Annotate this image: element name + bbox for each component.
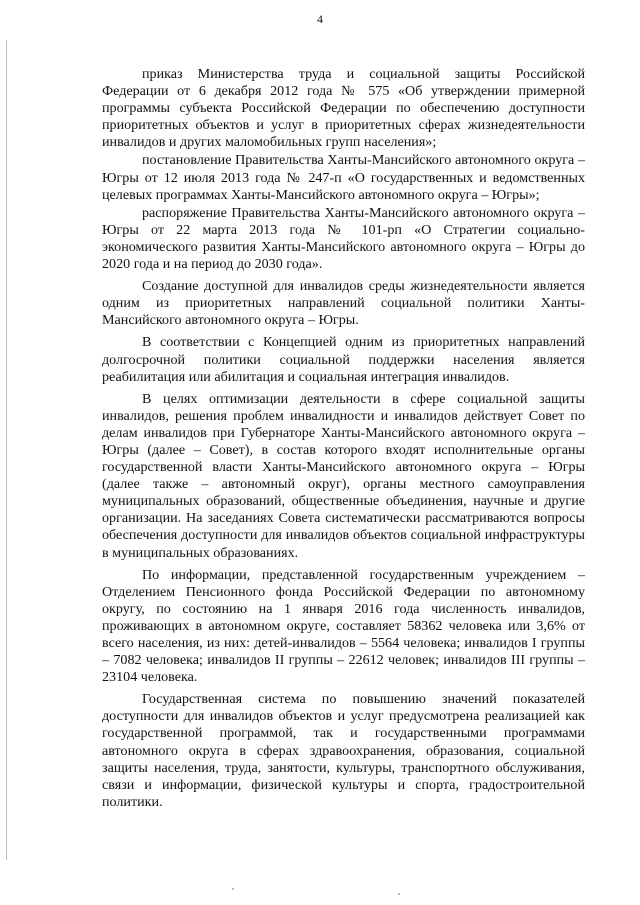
scan-dot-mark bbox=[398, 893, 400, 895]
paragraph-council: В целях оптимизации деятельности в сфере социальной защиты инвалидов, решения проблем инвалидности и инвалидов действует Совет по делам инвалидов при Губернаторе Ханты-Мансийского автономного округа – Югры (далее – Совет), в состав которого входят исполнительные органы государственной власти Ханты-Мансийского автономного округа – Югры (далее также – автономный округ), органы местного самоуправления муниципальных образований, общественные объединения, научные и другие организации. На заседаниях Совета систематически рассматриваются вопросы обеспечения доступности для инвалидов объектов социальной инфраструктуры в муниципальных образованиях. bbox=[102, 390, 585, 561]
paragraph-statistics: По информации, представленной государственным учреждением – Отделением Пенсионного фонда Российской Федерации по автономному округу, по состоянию на 1 января 2016 года численность инвалидов, проживающих в автономном округе, составляет 58362 человека или 3,6% от всего населения, из них: детей-инвалидов – 5564 человека; инвалидов I группы – 7082 человека; инвалидов II группы – 22612 человек; инвалидов III группы – 23104 человека. bbox=[102, 566, 585, 686]
paragraph-order-575: приказ Министерства труда и социальной защиты Российской Федерации от 6 декабря 2012 года № 575 «Об утверждении примерной программы субъекта Российской Федерации по обеспечению доступности приоритетных объектов и услуг в приоритетных сферах жизнедеятельности инвалидов и других маломобильных групп населения»; bbox=[102, 66, 585, 151]
paragraph-resolution-247p: постановление Правительства Ханты-Мансийского автономного округа – Югры от 12 июля 2013 года № 247-п «О государственных и ведомственных целевых программах Ханты-Мансийского автономного округа – Югры»; bbox=[102, 152, 585, 203]
paragraph-order-101rp: распоряжение Правительства Ханты-Мансийского автономного округа – Югры от 22 марта 2013 года № 101-рп «О Стратегии социально-экономического развития Ханты-Мансийского автономного округа – Югры до 2020 года и на период до 2030 года». bbox=[102, 204, 585, 273]
scan-dot-mark bbox=[232, 888, 234, 890]
paragraph-state-system: Государственная система по повышению значений показателей доступности для инвалидов объектов и услуг предусмотрена реализацией как государственной программой, так и государственными программами автономного округа в сферах здравоохранения, образования, социальной защиты населения, труда, занятости, культуры, транспортного обслуживания, связи и информации, физической культуры и спорта, градостроительной политики. bbox=[102, 691, 585, 810]
page-number: 4 bbox=[317, 12, 323, 26]
scan-edge-mark bbox=[6, 40, 7, 860]
paragraph-accessible-environment: Создание доступной для инвалидов среды жизнедеятельности является одним из приоритетных направлений социальной политики Ханты-Мансийского автономного округа – Югры. bbox=[102, 278, 585, 329]
body-text bbox=[102, 66, 585, 811]
paragraph-concept: В соответствии с Концепцией одним из приоритетных направлений долгосрочной политики социальной поддержки населения является реабилитация или абилитация и социальная интеграция инвалидов. bbox=[102, 334, 585, 385]
